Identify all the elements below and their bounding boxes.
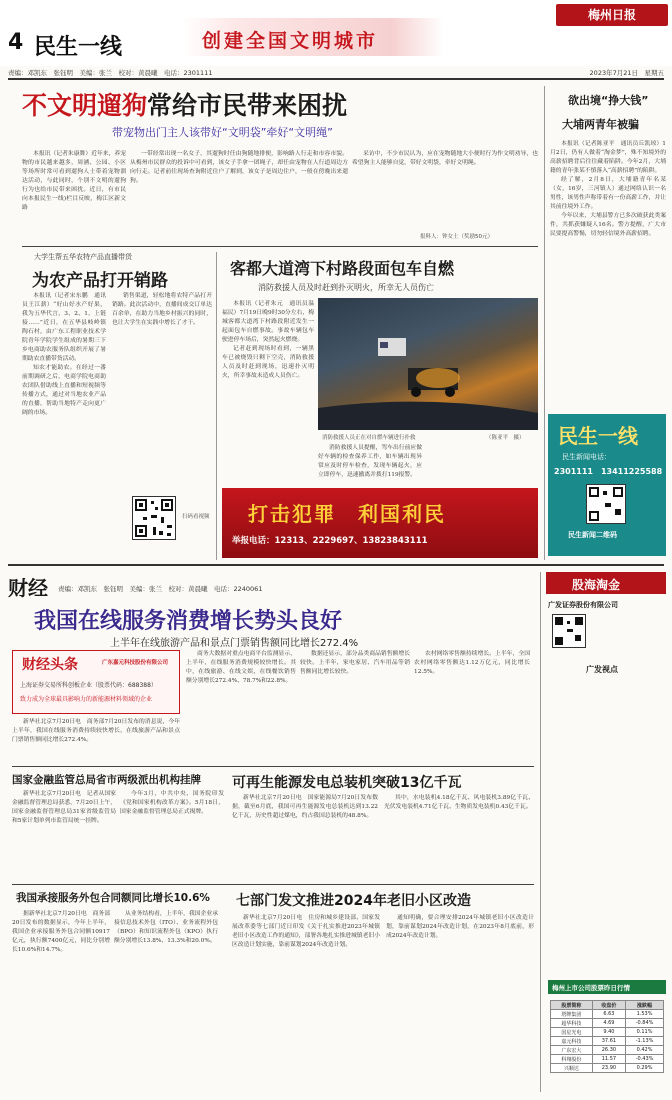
finance-banner-sub: 上海证券交易所科创板企业（股票代码：688388） [20, 682, 157, 689]
sidebar-para-3: 今年以来，大埔县警方已多次破获此类案件，共抓获嫌疑人16名。警方提醒，广大市民要提高警惕，切勿轻信境外高薪招聘。 [550, 213, 666, 237]
stock-name: 超华科技 [551, 1019, 593, 1028]
stock-name: 兴顺达 [551, 1064, 593, 1073]
stock-price: 23.90 [592, 1064, 625, 1073]
outsourcing-title: 我国承接服务外包合同额同比增长10.6% [16, 892, 210, 904]
outsourcing-para-1: 据新华社北京7月20日电 商务部20日发布的数据显示，今年上半年，我国企业承接服务外包合同额10917亿元，执行额7400亿元，同比分别增长10.6%和14.7%。 [12, 911, 110, 953]
table-row [551, 1019, 664, 1028]
finance-body-col2 [186, 650, 296, 762]
masthead-logo: 梅州日报 [556, 4, 668, 26]
finance-body-col3 [300, 650, 410, 762]
agri-para-2: 知农才能助农。在经过一番前期调研之后，电商学院电商助农团队借助线上直播和短视频等传播方式，通过对当地农业产品的直播，帮助当地特产走向更广阔的市场。 [22, 365, 106, 416]
table-row [551, 1046, 664, 1055]
lead-headline [22, 86, 532, 122]
accident-body-col1 [222, 300, 314, 476]
hotline-qr-caption: 民生新闻二维码 [568, 531, 617, 539]
stock-price: 37.61 [592, 1037, 625, 1046]
finance-headline: 我国在线服务消费增长势头良好 [34, 609, 343, 634]
editor-line: 责编：邓凯东 张钰明 美编：张兰 校对：黄晨曦 电话：2301111 [8, 69, 213, 77]
lead-body-col1 [22, 150, 126, 242]
finance-divider [12, 766, 534, 767]
energy-title: 可再生能源发电总装机突破13亿千瓦 [232, 775, 462, 791]
table-row [551, 1064, 664, 1073]
fire-truck-icon [318, 298, 538, 430]
section-title: 民生一线 [34, 35, 123, 60]
sidebar-body [550, 140, 666, 408]
stock-name: 广东宏大 [551, 1046, 593, 1055]
stock-header-name: 股票简称 [551, 1001, 593, 1010]
stock-change: -1.13% [626, 1037, 664, 1046]
finance-para-4: 农村网络零售额持续增长。上半年，全国农村网络零售额达1.12万亿元，同比增长12.5%。 [414, 651, 530, 675]
qr-pattern-icon [133, 497, 175, 539]
stock-price: 9.40 [592, 1028, 625, 1037]
reg-title: 国家金融监管总局省市两级派出机构挂牌 [12, 774, 201, 786]
stock-price: 26.30 [592, 1046, 625, 1055]
stock-header-change: 涨跌幅 [626, 1001, 664, 1010]
stock-change: 0.11% [626, 1028, 664, 1037]
stock-name: 科翔股份 [551, 1055, 593, 1064]
market-note: 梅州上市公司股票昨日行情 [552, 984, 630, 992]
agri-qr-caption: 扫码看视频 [182, 514, 210, 520]
slogan-text: 创建全国文明城市 [202, 30, 379, 52]
renovation-body-col2 [386, 914, 534, 1090]
sidebar-title: 欲出境“挣大钱” [568, 94, 649, 107]
hotline-numbers: 2301111 13411225588 [554, 467, 663, 476]
sidebar-para-2: 经了解，2月8日，大埔籍青年名某（女，16岁，三河镇人）通过网络认识一名男性，该男性声称带着有一份高薪工作，并让其前往境外工作。 [550, 177, 666, 210]
stock-change: -0.84% [626, 1019, 664, 1028]
campaign-hotline-label: 举报电话： [232, 536, 275, 546]
qr-pattern-icon [553, 615, 585, 647]
campaign-hotline-row [232, 534, 428, 546]
finance-deck: 上半年在线旅游产品和景点门票销售额同比增长272.4% [110, 638, 359, 649]
finance-section-title: 财经 [8, 576, 48, 600]
hotline-label: 民生新闻电话： [562, 453, 611, 461]
stock-price: 6.63 [592, 1010, 625, 1019]
energy-para-2: 其中，水电装机4.18亿千瓦、风电装机3.89亿千瓦、光伏发电装机4.71亿千瓦、生物质发电装机0.43亿千瓦。 [384, 795, 534, 810]
finance-banner-company: 广东嘉元科技股份有限公司 [102, 660, 169, 666]
accident-body-col2 [318, 444, 422, 494]
lead-body-col3 [352, 150, 538, 230]
finance-para-2: 商务大数据对重点电商平台监测显示，上半年，在线服务消费规模较快增长。其中，在线旅游、在线文娱、在线餐饮销售额分别增长272.4%、78.7%和22.8%。 [186, 651, 296, 684]
table-row [551, 1010, 664, 1019]
lead-divider [22, 246, 538, 247]
lead-para-1: 本报讯（记者朱康舞）近年来，养宠物的市民越来越多，周涵、公园、小区等场所时常可看到遛狗人士带着宠物溜达活动，与此同时，个别不文明的遛狗行为也给市民带来困扰。近日，有市民向本报民生一线)栏目反映，梅江区新文路 [22, 151, 126, 211]
stock-name: 嘉元科技 [551, 1037, 593, 1046]
energy-para-1: 新华社北京7月20日电 国家能源局7月20日发布数据，截至6月底，我国可再生能源发电总装机达到13.22亿千瓦，历史性超过煤电，约占我国总装机的48.8%。 [232, 795, 378, 819]
agri-kicker: 大学生帮五华农特产品直播带货 [34, 253, 132, 261]
agri-body-col2 [112, 292, 212, 482]
agri-para-3: 销售渠道，轻松地将农特产品打开销路。此次活动中，直播间成交订单达百余单，在助力当地乡村振兴的同时，也让大学生在实践中增长了才干。 [112, 293, 212, 326]
accident-para-3: 消防救援人员提醒，驾车出行前应做好车辆的检查保养工作，如车辆出现异常应及时停车检查，发现车辆起火，应立即停车，迅速撤离并拨打119报警。 [318, 445, 422, 478]
market-divider [540, 572, 541, 1092]
energy-body-col2 [384, 794, 534, 880]
stock-header-price: 收盘价 [592, 1001, 625, 1010]
stock-name: 塔牌集团 [551, 1010, 593, 1019]
renovation-title: 七部门发文推进2024年老旧小区改造 [236, 893, 471, 909]
finance-banner-slogan: 致力成为全球最具影响力的新能源材料领域的企业 [20, 696, 153, 703]
accident-deck: 消防救援人员及时赶到扑灭明火，所幸无人员伤亡 [258, 283, 434, 292]
stock-change: 0.42% [626, 1046, 664, 1055]
lead-para-2: 一带经常出现一名女子，其遛狗时任由狗随地排便，影响路人行走和市容市貌。从梅州市民群众的投诉中可看到，该女子手拿一团绳子，却任由宠物在人行道周边方向行走。记者前往现场查询附近住户了解到，该女子是周边住户，一般在傍晚出来遛狗。 [130, 151, 348, 184]
finance-banner-title: 财经头条 [22, 657, 78, 673]
photo-credit: （陈亚平 摄） [486, 435, 525, 441]
agri-para-1: 本报讯（记者宋东鹏 通讯员王江薪）“好山好水产好果，我为五华代言，3、2、1，上链接……”近日，在五华县岐岭镇陶石村，由广东工程职业技术学院青年学院学生组成的暑期三下乡电商助农服务队组织开展了暑期助农直播带货活动。 [22, 293, 106, 362]
photo-caption: 消防救援人员正在对自燃车辆进行扑救 [322, 435, 416, 441]
reg-body-col1 [12, 790, 116, 882]
energy-body-col1 [232, 794, 378, 880]
market-company: 广发证券股份有限公司 [548, 601, 618, 609]
hotline-qr-code[interactable] [586, 484, 626, 524]
renovation-para-1: 新华社北京7月20日电 住房和城乡建设部、国家发展改革委等七部门近日印发《关于扎实推进2023年城镇老旧小区改造工作的通知》，部署各地扎实推进城镇老旧小区改造计划实施，靠前谋划2024年改造计划。 [232, 915, 380, 948]
section-divider [8, 564, 664, 566]
reg-body-col2 [120, 790, 224, 882]
stock-change: -0.43% [626, 1055, 664, 1064]
fire-photo [318, 298, 538, 430]
outsourcing-body-col2 [114, 910, 218, 1090]
accident-para-1: 本报讯（记者朱元 通讯员温福民）7月19日晚9时30分左右，梅城客都大道湾下村路段附近发生一起面包车自燃事故。事故车辆包车驶进停车场后，突然起火燃烧。 [222, 301, 314, 343]
sidebar-para-1: 本报讯（记者陈亚平 通讯员丘凯琼）1月2日，仍有人做着“淘金梦”，殊不知境外的高薪招聘背后往往藏着陷阱。今年2月，大埔籍的青年张某不慎落入“高薪招聘”的陷阱。 [550, 141, 666, 174]
stock-price: 4.69 [592, 1019, 625, 1028]
renovation-body-col1 [232, 914, 380, 1090]
stock-price: 11.57 [592, 1055, 625, 1064]
table-row [551, 1055, 664, 1064]
energy-divider [12, 884, 534, 885]
sidebar-divider [544, 86, 545, 560]
sidebar-subtitle: 大埔两青年被骗 [562, 118, 639, 131]
date-line: 2023年7月21日 星期五 [589, 69, 664, 77]
lead-deck: 带宠物出门主人该带好“文明袋”牵好“文明绳” [112, 126, 333, 139]
qr-pattern-icon [587, 485, 625, 523]
market-title: 股海淘金 [572, 578, 621, 592]
agri-qr-code[interactable] [132, 496, 176, 540]
outsourcing-body-col1 [12, 910, 110, 1090]
stock-table-header [551, 1001, 664, 1010]
renovation-para-2: 通知明确，要合理安排2024年城镇老旧小区改造计划，靠前谋划2024年改造计划，在2023年8月底前，形成2024年改造计划。 [386, 915, 534, 939]
page-number: 4 [8, 30, 24, 55]
column-divider [216, 252, 217, 560]
header-divider [8, 78, 664, 80]
agri-body-col1 [22, 292, 106, 560]
market-qr-code[interactable] [552, 614, 586, 648]
finance-para-3: 数据还显示，部分品类商品销售额增长较快。上半年，家电家居、汽车用品等销售额同比增长较快。 [300, 651, 410, 675]
lead-title-red: 不文明遛狗 [22, 91, 148, 120]
hotline-box-title: 民生一线 [558, 424, 638, 448]
agri-title: 为农产品打开销路 [32, 271, 168, 291]
table-row [551, 1037, 664, 1046]
lead-body-col2 [130, 150, 348, 242]
campaign-hotline: 12313、2229697、13823843111 [274, 536, 428, 546]
reg-para-1: 新华社北京7月20日电 记者从国家金融监督管理总局获悉，7月20日上午，国家金融监督管理总局31家省级监管局和5家计划单列市监管局统一挂牌。 [12, 791, 116, 824]
finance-body-col1 [12, 718, 180, 764]
accident-title: 客都大道湾下村路段面包车自燃 [230, 259, 455, 278]
stock-table [550, 1000, 664, 1073]
finance-para-1: 新华社北京7月20日电 商务部7月20日发布的消息说，今年上半年，我国在线服务消费持续较快增长，在线旅游产品和景点门票销售额同比增长272.4%。 [12, 719, 180, 743]
stock-change: 1.53% [626, 1010, 664, 1019]
reg-para-2: 今年3月，中共中央、国务院印发《党和国家机构改革方案》。5月18日，国家金融监督管理总局正式揭牌。 [120, 791, 224, 815]
accident-para-2: 记者赶到现场时看到，一辆黑车已被烧毁只剩下空壳，消防救援人员及时赶到现场，迅速扑灭明火，所幸事故未造成人员伤亡。 [222, 346, 314, 379]
stock-name: 国星光电 [551, 1028, 593, 1037]
lead-title-dark: 常给市民带来困扰 [147, 91, 348, 120]
campaign-title: 打击犯罪 利国利民 [248, 502, 446, 526]
lead-para-3: 采访中，不少市民认为，应在宠物随地大小便时行为作文明劝导，也希望狗主人能够自觉，带好文明袋，牵好文明绳。 [352, 151, 538, 166]
market-subtitle: 广发视点 [586, 665, 618, 674]
stock-change: 0.29% [626, 1064, 664, 1073]
lead-byline: 报料人：钟女士（奖励50元） [420, 234, 493, 240]
outsourcing-para-2: 从业务结构看，上半年，我国企业承接信息技术外包（ITO）、业务流程外包（BPO）和知识流程外包（KPO）执行额分别增长13.8%、13.3%和20.0%。 [114, 911, 218, 944]
finance-body-col4 [414, 650, 530, 762]
table-row [551, 1028, 664, 1037]
finance-editor-line: 责编：邓凯东 张钰明 美编：张兰 校对：黄晨曦 电话：2240061 [58, 585, 263, 593]
